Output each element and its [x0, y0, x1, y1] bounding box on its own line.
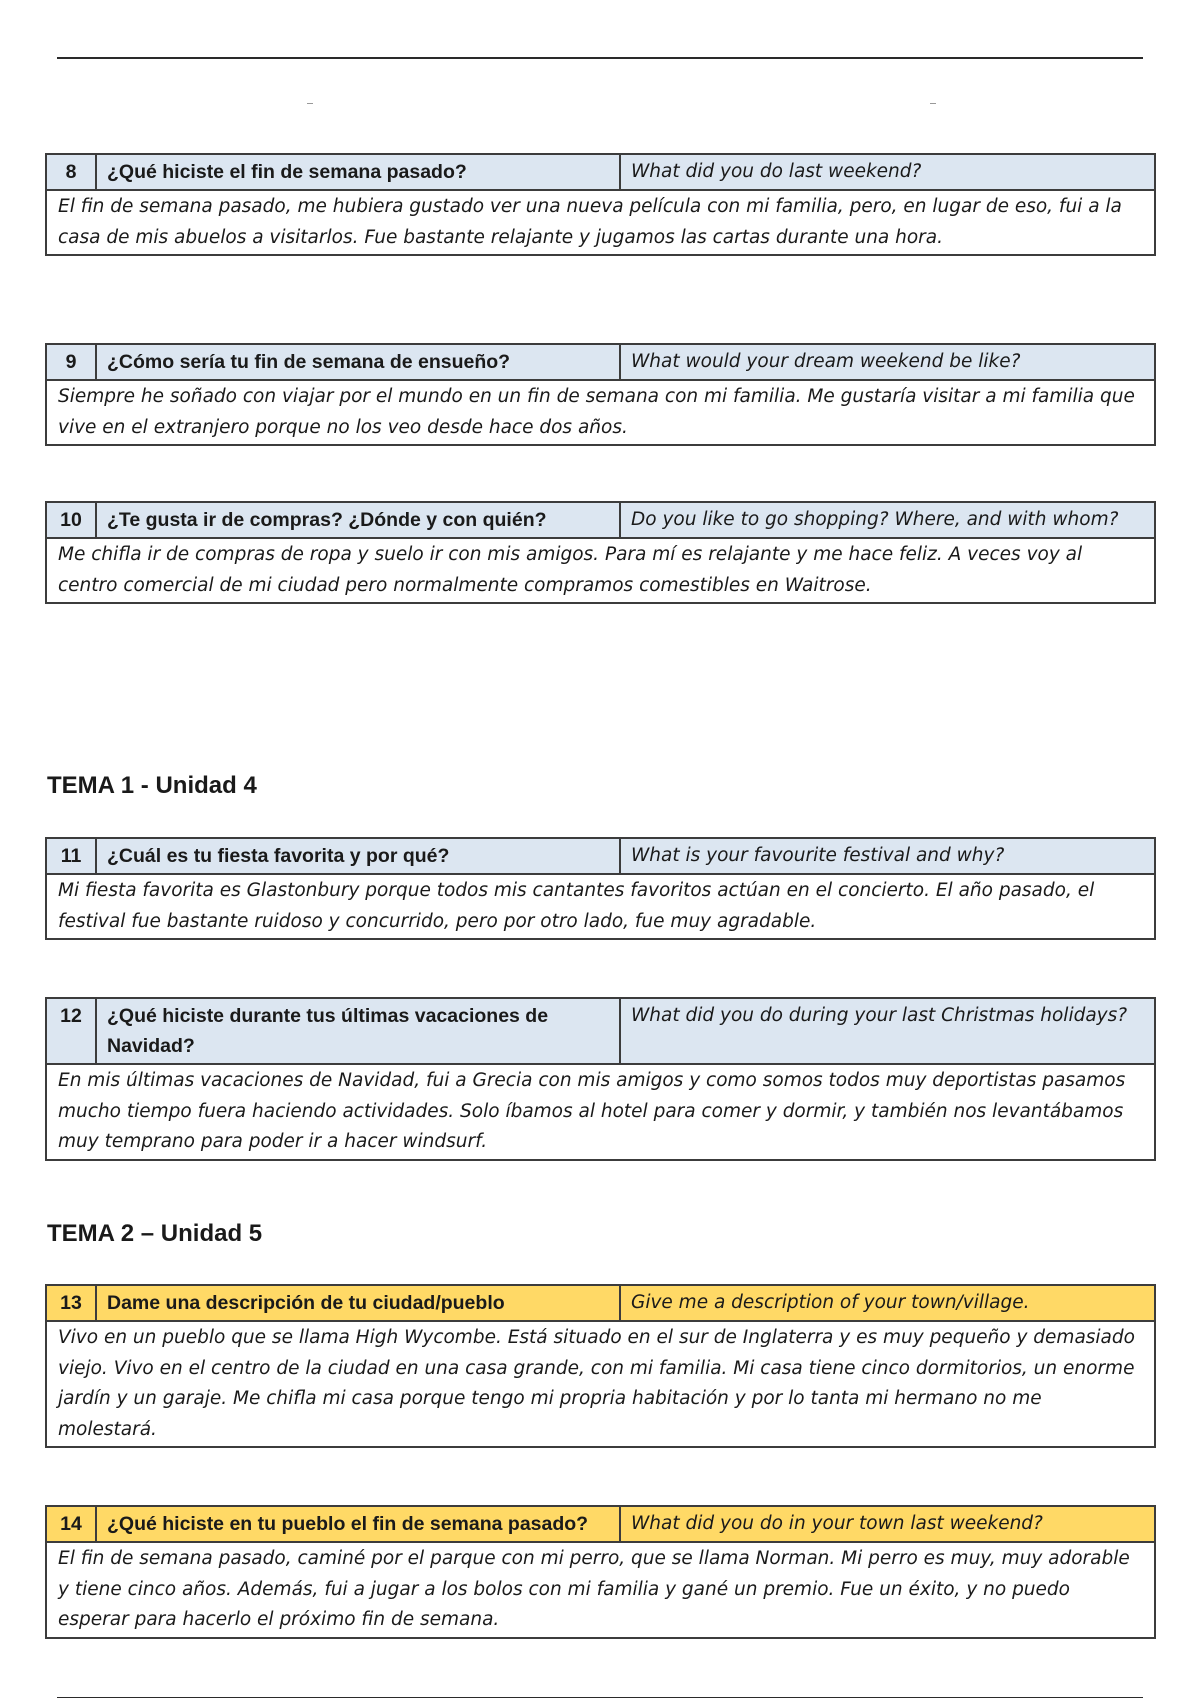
- question-spanish: ¿Te gusta ir de compras? ¿Dónde y con quién?: [96, 502, 620, 538]
- question-spanish: Dame una descripción de tu ciudad/pueblo: [96, 1285, 620, 1321]
- question-english: Give me a description of your town/village.: [620, 1285, 1155, 1321]
- bottom-rule: [57, 1697, 1143, 1698]
- question-english: What is your favourite festival and why?: [620, 838, 1155, 874]
- question-number: 13: [46, 1285, 96, 1321]
- question-number: 11: [46, 838, 96, 874]
- answer-text: En mis últimas vacaciones de Navidad, fui a Grecia con mis amigos y como somos todos muy deportistas pasamos mucho tiempo fuera haciendo actividades. Solo íbamos al hotel para comer y dormir, y también nos levantábamos muy temprano para poder ir a hacer windsurf.: [46, 1064, 1155, 1160]
- question-header: [46, 998, 1155, 1064]
- section-title: TEMA 2 – Unidad 5: [47, 1220, 263, 1247]
- question-table-9: [45, 343, 1156, 446]
- answer-text: El fin de semana pasado, me hubiera gustado ver una nueva película con mi familia, pero, en lugar de eso, fui a la casa de mis abuelos a visitarlos. Fue bastante relajante y jugamos las cartas durante una hora.: [46, 190, 1155, 255]
- decorative-mark: [930, 103, 936, 104]
- answer-text: El fin de semana pasado, caminé por el parque con mi perro, que se llama Norman. Mi perro es muy, muy adorable y tiene cinco años. Además, fui a jugar a los bolos con mi familia y gané un premio. Fue un éxito, y no puedo esperar para hacerlo el próximo fin de semana.: [46, 1542, 1155, 1638]
- question-header: [46, 838, 1155, 874]
- question-english: Do you like to go shopping? Where, and with whom?: [620, 502, 1155, 538]
- question-spanish: ¿Qué hiciste en tu pueblo el fin de semana pasado?: [96, 1506, 620, 1542]
- answer-text: Siempre he soñado con viajar por el mundo en un fin de semana con mi familia. Me gustaría visitar a mi familia que vive en el extranjero porque no los veo desde hace dos años.: [46, 380, 1155, 445]
- section-title: TEMA 1 - Unidad 4: [47, 772, 257, 799]
- question-number: 8: [46, 154, 96, 190]
- answer-text: Mi fiesta favorita es Glastonbury porque todos mis cantantes favoritos actúan en el concierto. El año pasado, el festival fue bastante ruidoso y concurrido, pero por otro lado, fue muy agradable.: [46, 874, 1155, 939]
- question-number: 10: [46, 502, 96, 538]
- question-spanish: ¿Qué hiciste durante tus últimas vacaciones de Navidad?: [96, 998, 620, 1064]
- question-header: [46, 1506, 1155, 1542]
- question-table-11: [45, 837, 1156, 940]
- question-spanish: ¿Cuál es tu fiesta favorita y por qué?: [96, 838, 620, 874]
- question-header: [46, 1285, 1155, 1321]
- question-spanish: ¿Cómo sería tu fin de semana de ensueño?: [96, 344, 620, 380]
- decorative-mark: [307, 103, 313, 104]
- question-header: [46, 154, 1155, 190]
- question-spanish: ¿Qué hiciste el fin de semana pasado?: [96, 154, 620, 190]
- question-table-13: [45, 1284, 1156, 1448]
- question-table-12: [45, 997, 1156, 1161]
- question-english: What would your dream weekend be like?: [620, 344, 1155, 380]
- answer-text: Vivo en un pueblo que se llama High Wycombe. Está situado en el sur de Inglaterra y es muy pequeño y demasiado viejo. Vivo en el centro de la ciudad en una casa grande, con mi familia. Mi casa tiene cinco dormitorios, un enorme jardín y un garaje. Me chifla mi casa porque tengo mi propria habitación y por lo tanta mi hermano no me molestará.: [46, 1321, 1155, 1447]
- question-english: What did you do during your last Christmas holidays?: [620, 998, 1155, 1064]
- question-table-10: [45, 501, 1156, 604]
- question-table-8: [45, 153, 1156, 256]
- question-header: [46, 344, 1155, 380]
- top-rule: [57, 57, 1143, 59]
- question-header: [46, 502, 1155, 538]
- question-english: What did you do last weekend?: [620, 154, 1155, 190]
- question-number: 12: [46, 998, 96, 1064]
- question-number: 9: [46, 344, 96, 380]
- question-table-14: [45, 1505, 1156, 1639]
- answer-text: Me chifla ir de compras de ropa y suelo ir con mis amigos. Para mí es relajante y me hace feliz. A veces voy al centro comercial de mi ciudad pero normalmente compramos comestibles en Waitrose.: [46, 538, 1155, 603]
- question-number: 14: [46, 1506, 96, 1542]
- question-english: What did you do in your town last weekend?: [620, 1506, 1155, 1542]
